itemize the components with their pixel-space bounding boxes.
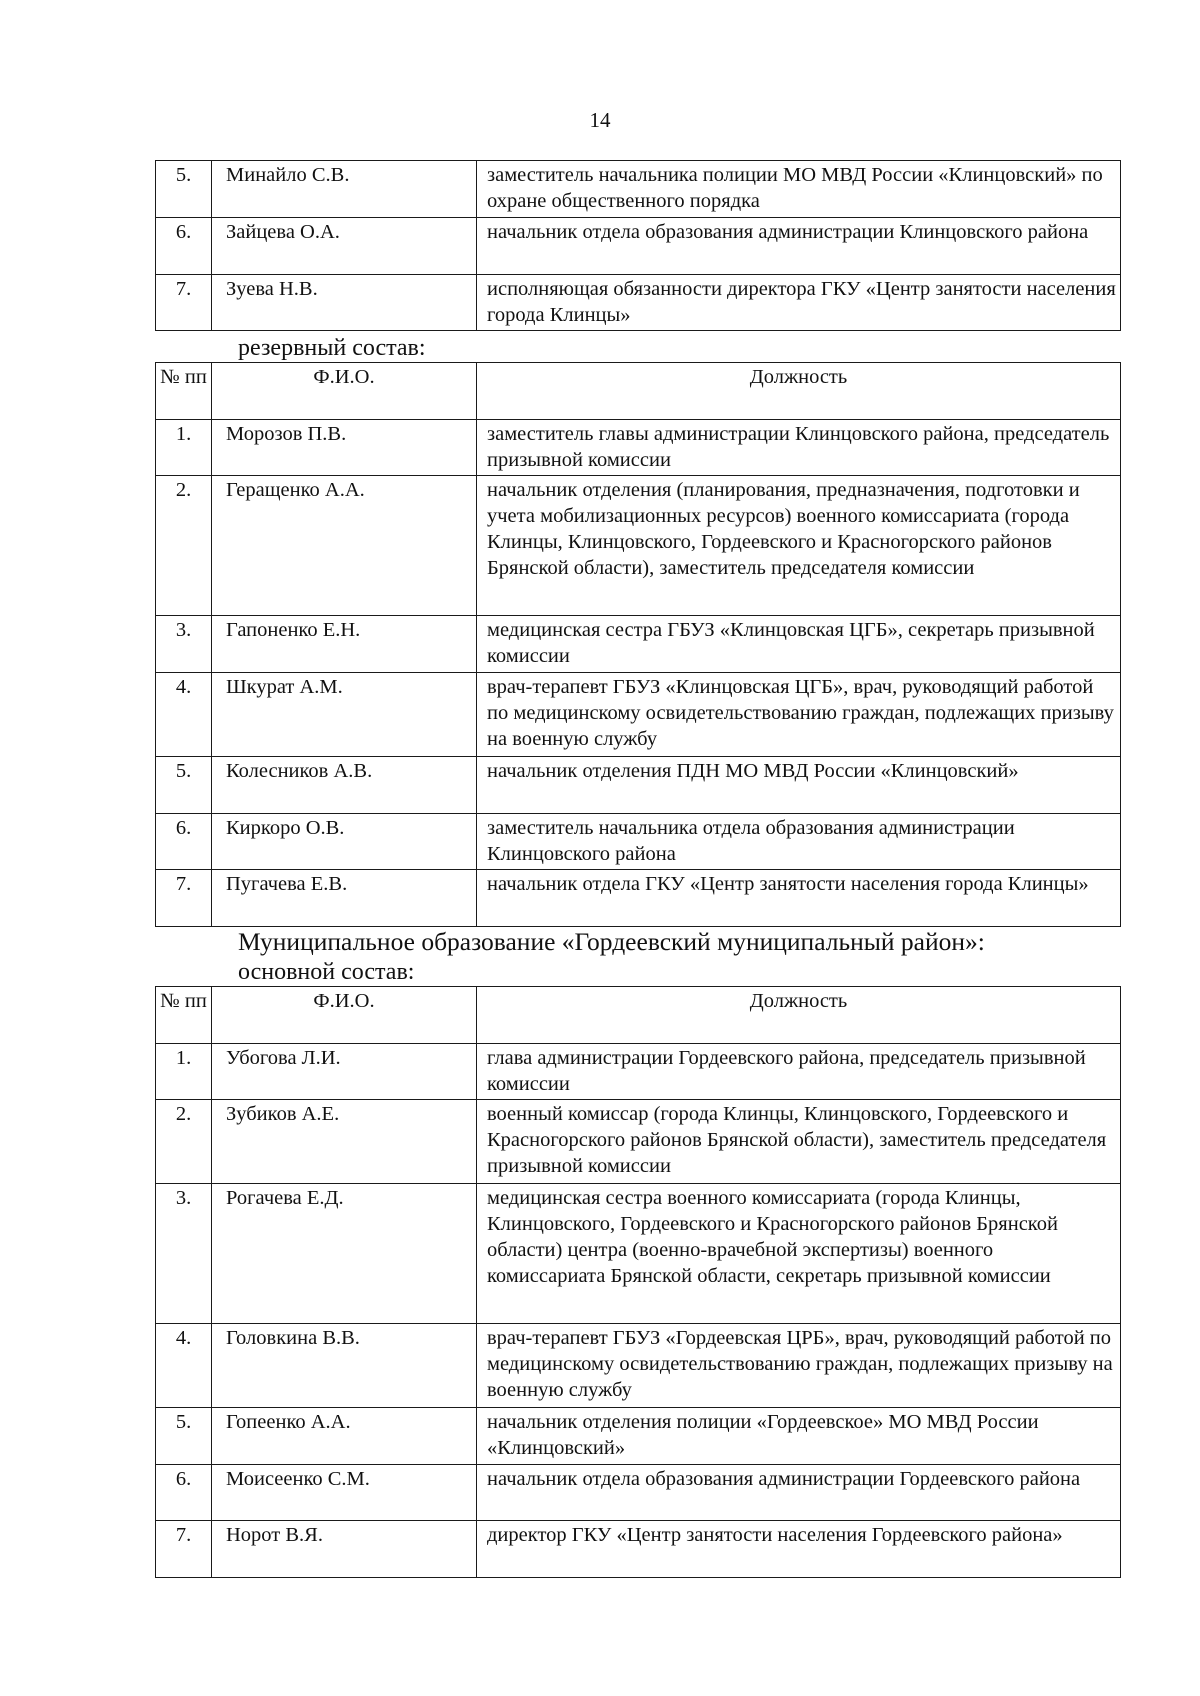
row-number: 6. [156, 1465, 212, 1521]
members-table-continuation [155, 160, 1121, 331]
member-position: начальник отделения ПДН МО МВД России «Клинцовский» [477, 757, 1121, 814]
member-position: начальник отделения (планирования, предназначения, подготовки и учета мобилизационных ресурсов) военного комиссариата (города Клинцы, Клинцовского, Гордеевского и Красногорского районов Брянской области), заместитель председателя комиссии [477, 476, 1121, 616]
row-number: 4. [156, 1324, 212, 1408]
row-number: 6. [156, 218, 212, 275]
member-position: заместитель начальника отдела образования администрации Клинцовского района [477, 814, 1121, 870]
table-row [156, 218, 1121, 275]
row-number: 5. [156, 1408, 212, 1465]
member-name: Геращенко А.А. [212, 476, 477, 616]
member-position: заместитель начальника полиции МО МВД России «Клинцовский» по охране общественного порядка [477, 161, 1121, 218]
row-number: 7. [156, 1521, 212, 1578]
row-number: 7. [156, 870, 212, 927]
member-name: Моисеенко С.М. [212, 1465, 477, 1521]
municipality-heading: Муниципальное образование «Гордеевский муниципальный район»: [238, 927, 985, 956]
table-row [156, 161, 1121, 218]
header-number: № пп [156, 363, 212, 420]
member-position: глава администрации Гордеевского района, председатель призывной комиссии [477, 1044, 1121, 1100]
table-row [156, 1521, 1121, 1578]
member-name: Гапоненко Е.Н. [212, 616, 477, 673]
header-name: Ф.И.О. [212, 987, 477, 1044]
member-name: Убогова Л.И. [212, 1044, 477, 1100]
header-number: № пп [156, 987, 212, 1044]
member-name: Киркоро О.В. [212, 814, 477, 870]
row-number: 1. [156, 1044, 212, 1100]
page-number: 14 [589, 108, 611, 132]
member-position: директор ГКУ «Центр занятости населения Гордеевского района» [477, 1521, 1121, 1578]
table-row [156, 814, 1121, 870]
header-name: Ф.И.О. [212, 363, 477, 420]
member-position: начальник отделения полиции «Гордеевское» МО МВД России «Клинцовский» [477, 1408, 1121, 1465]
member-name: Рогачева Е.Д. [212, 1184, 477, 1324]
member-position: заместитель главы администрации Клинцовского района, председатель призывной комиссии [477, 420, 1121, 476]
table-row [156, 757, 1121, 814]
table-row [156, 616, 1121, 673]
reserve-members-table [155, 362, 1121, 927]
member-name: Норот В.Я. [212, 1521, 477, 1578]
table-row [156, 673, 1121, 757]
row-number: 3. [156, 1184, 212, 1324]
table-row [156, 1184, 1121, 1324]
member-position: начальник отдела образования администрации Гордеевского района [477, 1465, 1121, 1521]
reserve-caption: резервный состав: [238, 335, 426, 361]
row-number: 3. [156, 616, 212, 673]
table-row [156, 476, 1121, 616]
member-name: Минайло С.В. [212, 161, 477, 218]
row-number: 2. [156, 1100, 212, 1184]
header-position: Должность [477, 987, 1121, 1044]
member-position: исполняющая обязанности директора ГКУ «Центр занятости населения города Клинцы» [477, 275, 1121, 331]
main-caption: основной состав: [238, 959, 415, 985]
member-name: Головкина В.В. [212, 1324, 477, 1408]
member-position: медицинская сестра ГБУЗ «Клинцовская ЦГБ», секретарь призывной комиссии [477, 616, 1121, 673]
member-position: врач-терапевт ГБУЗ «Клинцовская ЦГБ», врач, руководящий работой по медицинскому освидетельствованию граждан, подлежащих призыву на военную службу [477, 673, 1121, 757]
table-row [156, 1408, 1121, 1465]
table-row [156, 1465, 1121, 1521]
table-row [156, 1044, 1121, 1100]
row-number: 1. [156, 420, 212, 476]
table-header-row [156, 987, 1121, 1044]
table-row [156, 420, 1121, 476]
table-row [156, 1100, 1121, 1184]
member-name: Морозов П.В. [212, 420, 477, 476]
member-position: начальник отдела образования администрации Клинцовского района [477, 218, 1121, 275]
member-position: военный комиссар (города Клинцы, Клинцовского, Гордеевского и Красногорского районов Брянской области), заместитель председателя призывной комиссии [477, 1100, 1121, 1184]
row-number: 2. [156, 476, 212, 616]
member-name: Гопеенко А.А. [212, 1408, 477, 1465]
member-position: начальник отдела ГКУ «Центр занятости населения города Клинцы» [477, 870, 1121, 927]
member-name: Зуева Н.В. [212, 275, 477, 331]
row-number: 6. [156, 814, 212, 870]
table-header-row [156, 363, 1121, 420]
member-name: Шкурат А.М. [212, 673, 477, 757]
main-members-table [155, 986, 1121, 1578]
table-row [156, 275, 1121, 331]
row-number: 5. [156, 757, 212, 814]
table-row [156, 1324, 1121, 1408]
member-position: врач-терапевт ГБУЗ «Гордеевская ЦРБ», врач, руководящий работой по медицинскому освидетельствованию граждан, подлежащих призыву на военную службу [477, 1324, 1121, 1408]
table-row [156, 870, 1121, 927]
row-number: 7. [156, 275, 212, 331]
row-number: 5. [156, 161, 212, 218]
member-name: Колесников А.В. [212, 757, 477, 814]
header-position: Должность [477, 363, 1121, 420]
member-name: Пугачева Е.В. [212, 870, 477, 927]
member-name: Зайцева О.А. [212, 218, 477, 275]
member-name: Зубиков А.Е. [212, 1100, 477, 1184]
member-position: медицинская сестра военного комиссариата (города Клинцы, Клинцовского, Гордеевского и Красногорского районов Брянской области) центра (военно-врачебной экспертизы) военного комиссариата Брянской области, секретарь призывной комиссии [477, 1184, 1121, 1324]
row-number: 4. [156, 673, 212, 757]
